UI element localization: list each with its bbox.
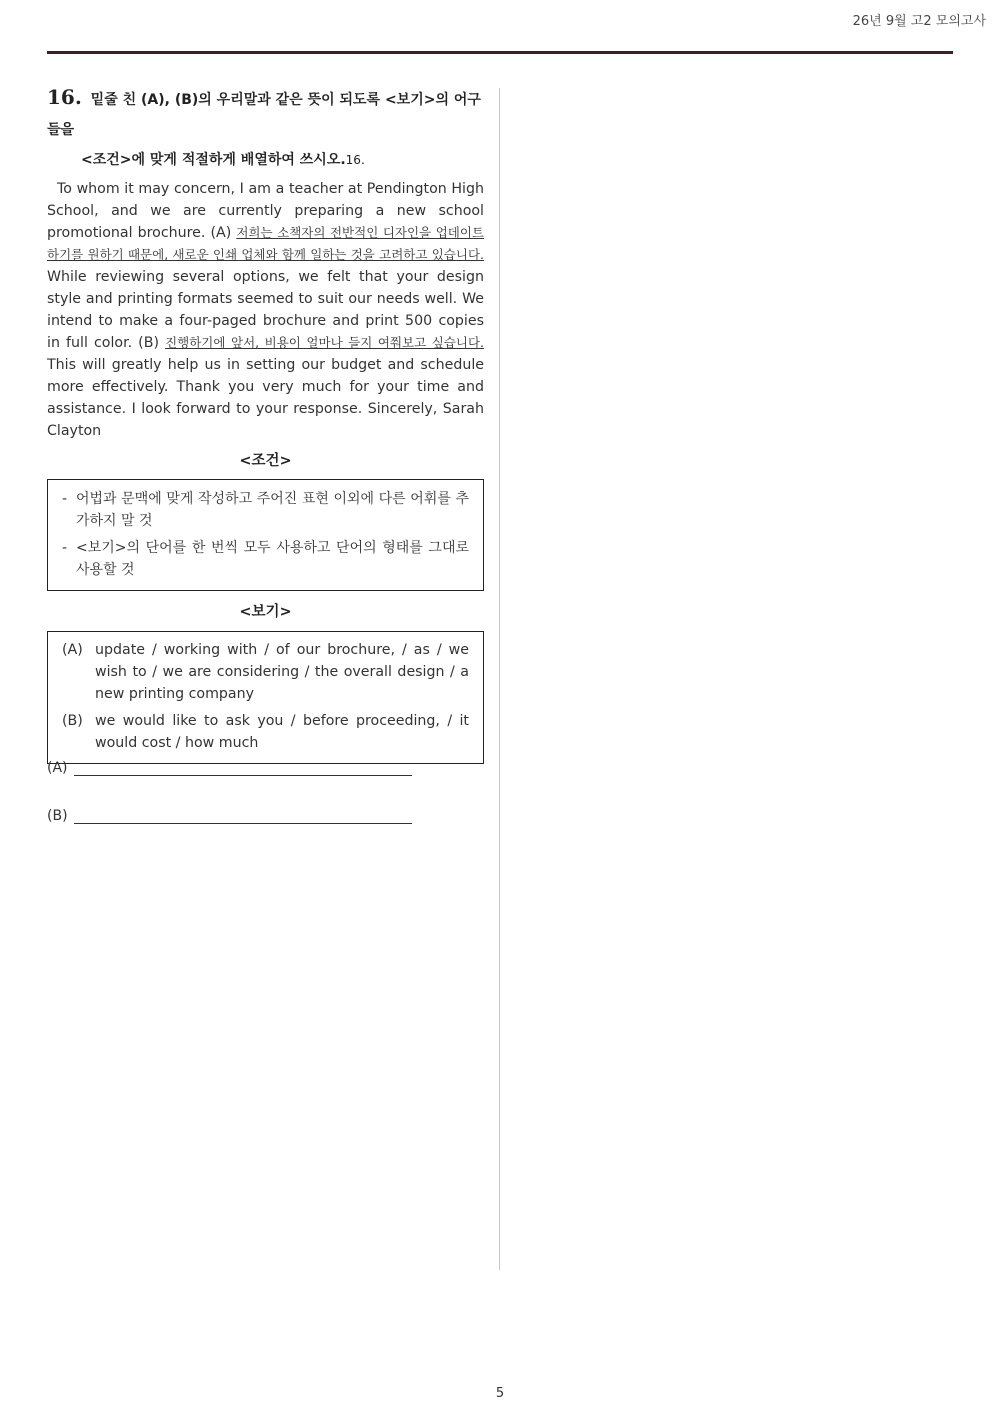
condition-text: <보기>의 단어를 한 번씩 모두 사용하고 단어의 형태를 그대로 사용할 것: [76, 540, 469, 578]
condition-dash: -: [62, 540, 68, 556]
condition-item: [62, 488, 469, 532]
question-number: 16.: [47, 85, 82, 109]
condition-text: 어법과 문맥에 맞게 작성하고 주어진 표현 이외에 다른 어휘를 추가하지 말 것: [76, 491, 469, 529]
bogi-box: [47, 631, 484, 764]
condition-dash: -: [62, 491, 68, 507]
question-instruction-line1: 밑줄 친 (A), (B)의 우리말과 같은 뜻이 되도록 <보기>의 어구들을: [47, 92, 481, 138]
exam-title: 26년 9월 고2 모의고사: [852, 14, 986, 29]
question-title: [47, 82, 484, 175]
passage: [47, 178, 484, 442]
bogi-label: (B): [62, 713, 83, 729]
conditions-box: [47, 479, 484, 591]
bogi-heading: <보기>: [239, 604, 292, 620]
bogi-item: [62, 639, 469, 705]
question-instruction-line2: <조건>에 맞게 적절하게 배열하여 쓰시오.: [81, 152, 346, 168]
answer-b-blank[interactable]: [74, 809, 412, 824]
answer-a: [47, 760, 412, 776]
underlined-text-a: 저희는 소책자의 전반적인 디자인을 업데이트하기를 원하기 때문에, 새로운 인쇄 업체와 함께 일하는 것을 고려하고 있습니다.: [47, 225, 485, 262]
header-rule: [47, 51, 953, 54]
column-divider: [499, 88, 500, 1270]
question-column: [47, 82, 484, 764]
question-points: 16.: [345, 153, 365, 167]
underlined-text-b: 진행하기에 앞서, 비용이 얼마나 들지 여쭤보고 싶습니다.: [165, 335, 485, 350]
passage-part1: To whom it may concern, I am a teacher at Pendington High School, and we are currently preparing a new school promotional brochure. (A): [47, 181, 484, 241]
bogi-item: [62, 710, 469, 754]
answer-a-label: (A): [47, 760, 68, 776]
conditions-heading: <조건>: [239, 453, 292, 469]
bogi-text: update / working with / of our brochure, / as / we wish to / we are considering / the overall design / a new printing company: [95, 642, 469, 702]
answer-a-blank[interactable]: [74, 761, 412, 776]
passage-part2: While reviewing several options, we felt that your design style and printing formats seemed to suit our needs well. We intend to make a four-paged brochure and print 500 copies in full color. (B): [47, 269, 484, 351]
answer-b: [47, 808, 412, 824]
answer-b-label: (B): [47, 808, 68, 824]
bogi-label: (A): [62, 642, 83, 658]
page-number: 5: [495, 1386, 505, 1401]
passage-part3: This will greatly help us in setting our budget and schedule more effectively. Thank you very much for your time and assistance. I look forward to your response. Sincerely, Sarah Clayton: [47, 357, 484, 439]
bogi-text: we would like to ask you / before proceeding, / it would cost / how much: [95, 713, 469, 751]
condition-item: [62, 537, 469, 581]
